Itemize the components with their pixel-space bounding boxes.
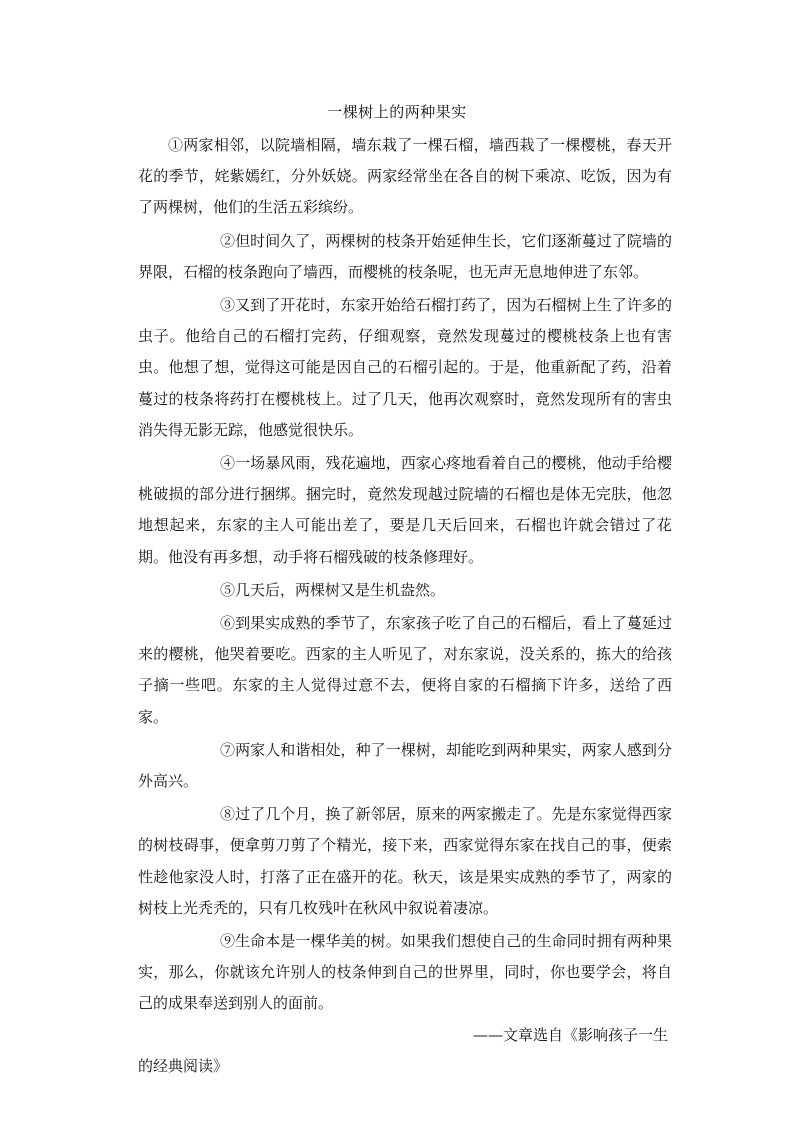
source-attribution: ——文章选自《影响孩子一生 [472, 1025, 668, 1044]
article-body [138, 130, 672, 1082]
article-title: 一棵树上的两种果实 [327, 103, 467, 121]
paragraph-9: ⑨生命本是一棵华美的树。如果我们想使自己的生命同时拥有两种果实，那么，你就该允许别人的枝条伸到自己的世界里，同时，你也要学会，将自己的成果奉送到别人的面前。 [138, 932, 672, 1013]
paragraph-4: ④一场暴风雨，残花遍地，西家心疼地看着自己的樱桃，他动手给樱桃破损的部分进行捆绑。捆完时，竟然发现越过院墙的石榴也是体无完肤，他忽地想起来，东家的主人可能出差了，要是几天后回来，石榴也许就会错过了花期。他没有再多想，动手将石榴残破的枝条修理好。 [138, 454, 672, 566]
paragraph-2: ②但时间久了，两棵树的枝条开始延伸生长，它们逐渐蔓过了院墙的界限，石榴的枝条跑向了墙西，而樱桃的枝条呢，也无声无息地伸进了东邻。 [138, 231, 672, 281]
paragraph-3: ③又到了开花时，东家开始给石榴打药了，因为石榴树上生了许多的虫子。他给自己的石榴打完药，仔细观察，竟然发现蔓过的樱桃枝条上也有害虫。他想了想，觉得这可能是因自己的石榴引起的。于是，他重新配了药，沿着蔓过的枝条将药打在樱桃枝上。过了几天，他再次观察时，竟然发现所有的害虫消失得无影无踪，他感觉很快乐。 [138, 296, 672, 439]
paragraph-6: ⑥到果实成熟的季节了，东家孩子吃了自己的石榴后，看上了蔓延过来的樱桃，他哭着要吃。西家的主人听见了，对东家说，没关系的，拣大的给孩子摘一些吧。东家的主人觉得过意不去，便将自家的石榴摘下许多，送给了西家。 [138, 614, 672, 726]
source-attribution-continued: 的经典阅读》 [138, 1056, 229, 1075]
paragraph-5: ⑤几天后，两棵树又是生机盎然。 [220, 580, 446, 599]
paragraph-1: ①两家相邻，以院墙相隔，墙东栽了一棵石榴，墙西栽了一棵樱桃，春天开花的季节，姹紫嫣红，分外妖娆。两家经常坐在各自的树下乘凉、吃饭，因为有了两棵树，他们的生活五彩缤纷。 [138, 136, 672, 217]
paragraph-8: ⑧过了几个月，换了新邻居，原来的两家搬走了。先是东家觉得西家的树枝碍事，便拿剪刀剪了个精光，接下来，西家觉得东家在找自己的事，便索性趁他家没人时，打落了正在盛开的花。秋天，该是果实成熟的季节了，两家的树枝上光秃秃的，只有几枚残叶在秋风中叙说着凄凉。 [138, 805, 672, 917]
paragraph-7: ⑦两家人和谐相处，种了一棵树，却能吃到两种果实，两家人感到分外高兴。 [138, 740, 672, 791]
